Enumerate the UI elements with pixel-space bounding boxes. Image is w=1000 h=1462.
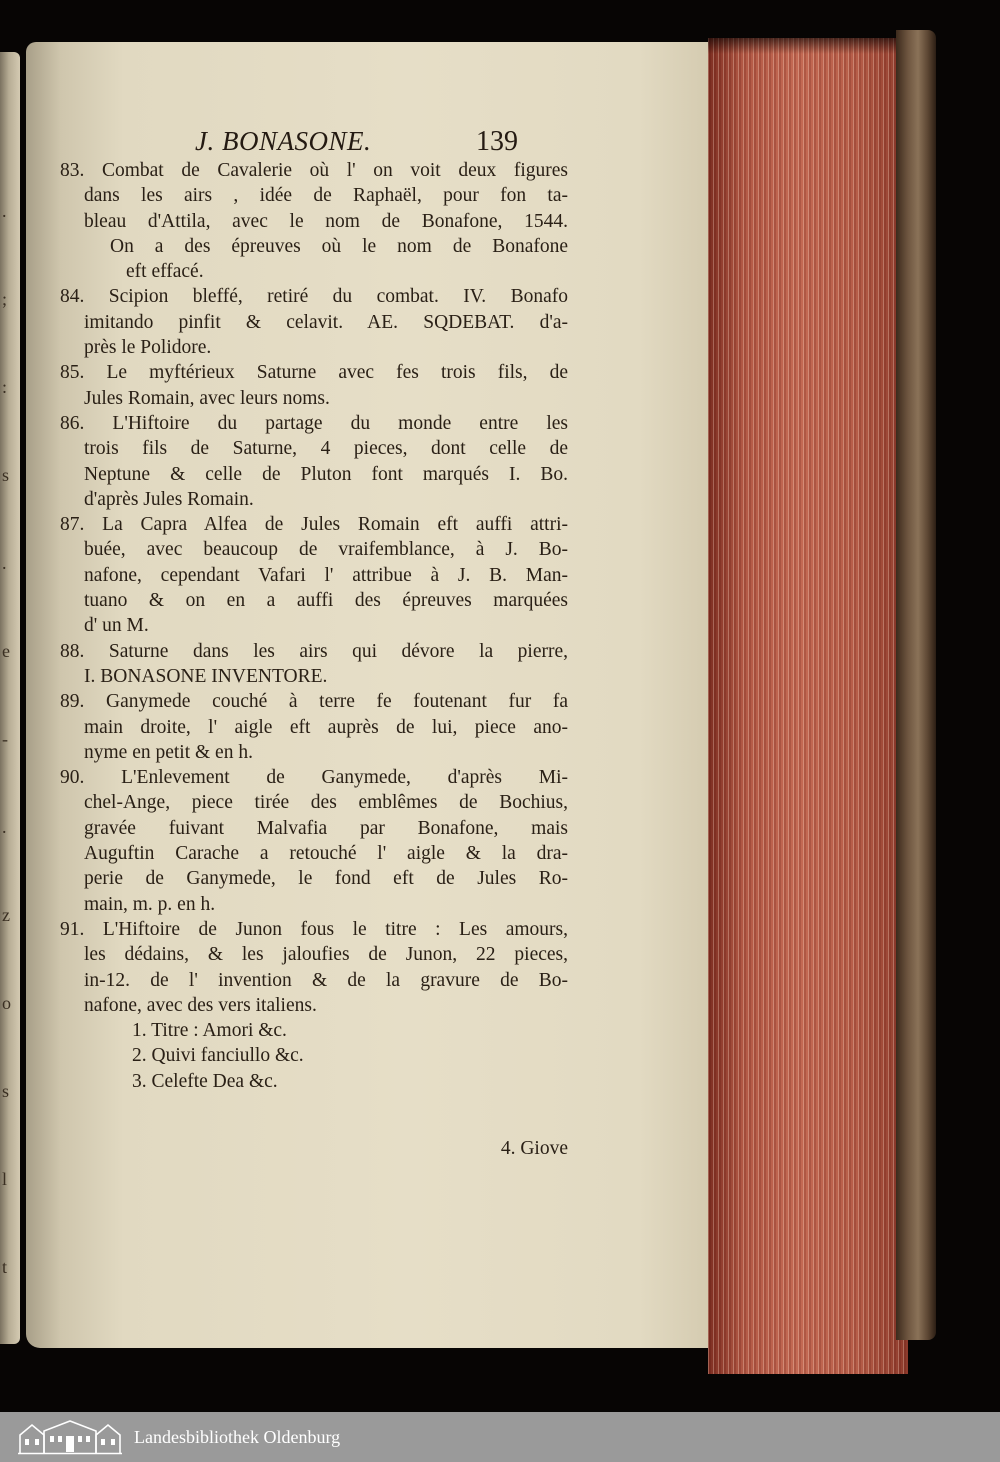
text-line: les dédains, & les jaloufies de Junon, 22 pieces,	[84, 944, 568, 966]
text-line: 2. Quivi fanciullo &c.	[132, 1045, 304, 1067]
library-building-logo-icon	[18, 1419, 122, 1455]
text-line: 86. L'Hiftoire du partage du monde entre les	[60, 412, 568, 434]
text-line: 90. L'Enlevement de Ganymede, d'après Mi-	[60, 767, 568, 789]
text-line: perie de Ganymede, le fond eft de Jules Ro-	[84, 868, 568, 890]
text-line: I. BONASONE INVENTORE.	[84, 665, 328, 687]
text-line: Neptune & celle de Pluton font marqués I. Bo.	[84, 463, 568, 485]
text-line: eft effacé.	[126, 261, 204, 283]
text-line: Auguftin Carache a retouché l' aigle & la dra-	[84, 843, 568, 865]
institution-footer-bar	[0, 1412, 1000, 1462]
previous-page-edge	[0, 52, 20, 1344]
text-line: tuano & on en a auffi des épreuves marquées	[84, 590, 568, 612]
previous-page-mark: t	[2, 1257, 8, 1277]
previous-page-mark: :	[2, 377, 8, 397]
text-line: 3. Celefte Dea &c.	[132, 1070, 278, 1092]
text-line: 89. Ganymede couché à terre fe foutenant fur fa	[60, 691, 568, 713]
text-line: nafone, cependant Vafari l' attribue à J. B. Man-	[84, 564, 568, 586]
text-line: main, m. p. en h.	[84, 893, 216, 915]
text-line: d' un M.	[84, 615, 149, 637]
text-line: imitando pinfit & celavit. AE. SQDEBAT. d'a-	[84, 311, 568, 333]
text-line: 84. Scipion bleffé, retiré du combat. IV. Bonafo	[60, 286, 568, 308]
text-line: 85. Le myftérieux Saturne avec fes trois fils, de	[60, 362, 568, 384]
previous-page-mark: ;	[2, 289, 8, 309]
text-line: dans les airs , idée de Raphaël, pour fon ta-	[84, 185, 568, 207]
catchword: 4. Giove	[500, 1138, 568, 1159]
previous-page-mark: o	[2, 993, 11, 1013]
previous-page-mark: z	[2, 905, 10, 925]
previous-page-mark: .	[2, 201, 7, 221]
institution-name: Landesbibliothek Oldenburg	[134, 1426, 341, 1447]
text-line: 83. Combat de Cavalerie où l' on voit deux figures	[60, 160, 568, 181]
text-line: buée, avec beaucoup de vraifemblance, à J. Bo-	[84, 539, 568, 561]
text-line: près le Polidore.	[84, 337, 212, 359]
previous-page-mark: s	[2, 1081, 10, 1101]
catalogue-entries	[60, 158, 568, 1094]
text-line: gravée fuivant Malvafia par Bonafone, mais	[84, 817, 568, 839]
previous-page-mark: .	[2, 553, 7, 573]
page-edges-red-gilt	[708, 38, 908, 1374]
text-line: On a des épreuves où le nom de Bonafone	[110, 235, 568, 257]
text-line: nyme en petit & en h.	[84, 741, 253, 763]
text-line: main droite, l' aigle eft auprès de lui, piece ano-	[84, 716, 568, 738]
text-line: nafone, avec des vers italiens.	[84, 994, 317, 1016]
text-line: 91. L'Hiftoire de Junon fous le titre : Les amours,	[60, 918, 568, 940]
running-title: J. BONASONE.	[195, 126, 372, 156]
previous-page-mark: l	[2, 1169, 8, 1189]
previous-page-mark: e	[2, 641, 10, 661]
text-line: Jules Romain, avec leurs noms.	[84, 387, 330, 409]
text-line: trois fils de Saturne, 4 pieces, dont celle de	[84, 438, 568, 460]
text-line: in-12. de l' invention & de la gravure de Bo-	[84, 969, 568, 991]
text-line: 87. La Capra Alfea de Jules Romain eft auffi attri-	[60, 514, 568, 536]
text-line: d'après Jules Romain.	[84, 488, 254, 510]
book-binding	[896, 30, 936, 1340]
previous-page-mark: s	[2, 465, 10, 485]
page-number: 139	[476, 126, 518, 157]
text-line: 1. Titre : Amori &c.	[132, 1020, 287, 1042]
text-line: bleau d'Attila, avec le nom de Bonafone, 1544.	[84, 210, 568, 232]
previous-page-mark: -	[2, 729, 8, 749]
text-line: 88. Saturne dans les airs qui dévore la pierre,	[60, 640, 568, 662]
text-line: chel-Ange, piece tirée des emblêmes de Bochius,	[84, 792, 568, 814]
previous-page-mark: .	[2, 817, 7, 837]
